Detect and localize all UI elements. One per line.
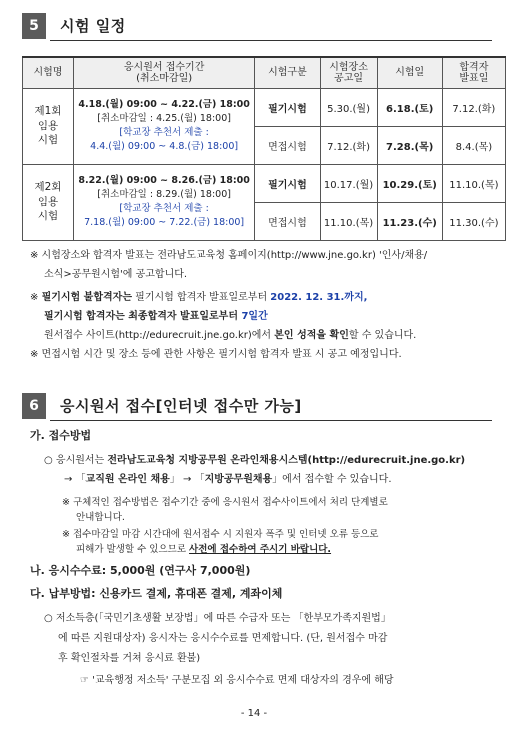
- section-title: 시험 일정: [60, 17, 126, 35]
- subheading-payment: 다. 납부방법: 신용카드 결제, 휴대폰 결제, 계좌이체: [30, 587, 283, 600]
- section-underline: [50, 40, 492, 41]
- section-6-header: [22, 393, 492, 421]
- note-bold: 본인 성적을 확인: [274, 330, 349, 341]
- exemption-line: 에 따른 지원대상자) 응시자는 응시수수료를 면제합니다. (단, 원서접수 마감: [58, 633, 388, 644]
- note-text: 할 수 있습니다.: [348, 330, 417, 341]
- exam-schedule-table: [22, 56, 506, 241]
- application-period: [73, 88, 254, 164]
- exam-type: 필기시험: [255, 88, 320, 126]
- venue-notice-date: 7.12.(화): [320, 126, 377, 164]
- method-system: 전라남도교육청 지방공무원 온라인채용시스템(http://edurecruit.jne.go.kr): [107, 455, 466, 466]
- venue-notice-date: 5.30.(월): [320, 88, 377, 126]
- header-result-date: 합격자 발표일: [442, 57, 505, 88]
- method-note: [30, 495, 465, 525]
- result-date: 11.30.(수): [442, 202, 505, 240]
- method-line: [30, 451, 465, 470]
- method-text: 」 → 「: [169, 474, 205, 485]
- round-name: 제1회 임용 시험: [23, 88, 74, 164]
- table-row: [23, 88, 506, 126]
- section-title: 응시원서 접수[인터넷 접수만 가능]: [60, 397, 302, 415]
- header-period: 응시원서 접수기간 (취소마감일): [73, 57, 254, 88]
- section-6-body: [30, 426, 465, 691]
- exam-date: 6.18.(토): [377, 88, 442, 126]
- note-line: ※ 접수마감일 마감 시간대에 원서접수 시 지원자 폭주 및 인터넷 오류 등으로: [62, 529, 379, 540]
- exemption-note: ☞ '교육행정 저소득' 구분모집 외 응시수수료 면제 대상자의 경우에 해당: [80, 675, 394, 686]
- note-duration: 7일간: [241, 311, 268, 322]
- note-line: [30, 307, 427, 326]
- section-5-header: [22, 13, 492, 41]
- method-text: 」에서 접수할 수 있습니다.: [272, 474, 392, 485]
- application-period: [73, 164, 254, 240]
- method-text: ○ 응시원서는: [44, 455, 108, 466]
- header-exam-name: 시험명: [23, 57, 74, 88]
- section-underline: [50, 420, 492, 421]
- note-line: ※ 면접시험 시간 및 장소 등에 관한 사항은 필기시험 합격자 발표 시 공고 예정입니다.: [30, 349, 402, 360]
- note-line: 소식>공무원시험'에 공고합니다.: [44, 269, 188, 280]
- venue-notice-date: 11.10.(목): [320, 202, 377, 240]
- exam-type: 면접시험: [255, 126, 320, 164]
- period-cancel: [취소마감일 : 8.29.(월) 18:00]: [97, 189, 231, 201]
- note-bold: 필기시험 불합격자는: [41, 292, 132, 303]
- header-venue-notice: 시험장소 공고일: [320, 57, 377, 88]
- exam-date: 11.23.(수): [377, 202, 442, 240]
- note-line: ※ 구체적인 접수방법은 접수기간 중에 응시원서 접수사이트에서 처리 단계별로: [62, 497, 388, 508]
- exam-type: 필기시험: [255, 164, 320, 202]
- exemption-line: 후 확인절차를 거쳐 응시료 환불): [58, 653, 201, 664]
- result-date: 7.12.(화): [442, 88, 505, 126]
- period-school: [학교장 추천서 제출 :: [119, 203, 209, 214]
- note-line: [62, 542, 465, 557]
- period-school-dates: 7.18.(월) 09:00 ~ 7.22.(금) 18:00]: [84, 216, 245, 228]
- venue-notice-date: 10.17.(월): [320, 164, 377, 202]
- period-school: [학교장 추천서 제출 :: [119, 127, 209, 138]
- exam-date: 10.29.(토): [377, 164, 442, 202]
- note-line: ※ 시험장소와 합격자 발표는 전라남도교육청 홈페이지(http://www.jne.go.kr) '인사/채용/: [30, 250, 428, 261]
- result-date: 11.10.(목): [442, 164, 505, 202]
- note-mark: ※: [30, 292, 42, 303]
- round-name: 제2회 임용 시험: [23, 164, 74, 240]
- section-number: 6: [22, 393, 46, 419]
- subheading-method: 가. 접수방법: [30, 429, 92, 442]
- method-text: → 「: [64, 474, 86, 485]
- note-line: 안내합니다.: [76, 512, 125, 523]
- page-number: - 14 -: [240, 708, 268, 719]
- method-menu: 지방공무원채용: [204, 474, 273, 485]
- period-main: 8.22.(월) 09:00 ~ 8.26.(금) 18:00: [78, 175, 250, 187]
- note-emphasis: 사전에 접수하여 주시기 바랍니다.: [189, 544, 332, 555]
- exemption-line: ○ 저소득층(「국민기초생활 보장법」에 따른 수급자 또는 「한부모가족지원법」: [44, 613, 391, 624]
- note-line: [30, 288, 427, 307]
- method-line: [30, 470, 465, 489]
- period-school-dates: 4.4.(월) 09:00 ~ 4.8.(금) 18:00]: [90, 140, 239, 152]
- schedule-notes: [30, 246, 427, 364]
- section-number: 5: [22, 13, 46, 39]
- period-cancel: [취소마감일 : 4.25.(월) 18:00]: [97, 113, 231, 125]
- exam-date: 7.28.(목): [377, 126, 442, 164]
- note-line: [30, 326, 427, 345]
- period-main: 4.18.(월) 09:00 ~ 4.22.(금) 18:00: [78, 99, 250, 111]
- note-date: 2022. 12. 31.까지,: [270, 292, 368, 303]
- table-header-row: [23, 57, 506, 88]
- table-row: [23, 164, 506, 202]
- note-text: 원서접수 사이트(http://edurecruit.jne.go.kr)에서: [44, 330, 275, 341]
- method-note: [30, 527, 465, 557]
- subheading-fee: 나. 응시수수료: 5,000원 (연구사 7,000원): [30, 564, 251, 577]
- header-exam-date: 시험일: [377, 57, 442, 88]
- result-date: 8.4.(목): [442, 126, 505, 164]
- method-menu: 교직원 온라인 채용: [85, 474, 170, 485]
- note-text: 피해가 발생할 수 있으므로: [76, 544, 190, 555]
- exemption-paragraph: [30, 609, 465, 691]
- header-exam-type: 시험구분: [255, 57, 320, 88]
- note-text: 필기시험 합격자 발표일로부터: [131, 292, 271, 303]
- note-bold: 필기시험 합격자는 최종합격자 발표일로부터: [44, 311, 242, 322]
- exam-type: 면접시험: [255, 202, 320, 240]
